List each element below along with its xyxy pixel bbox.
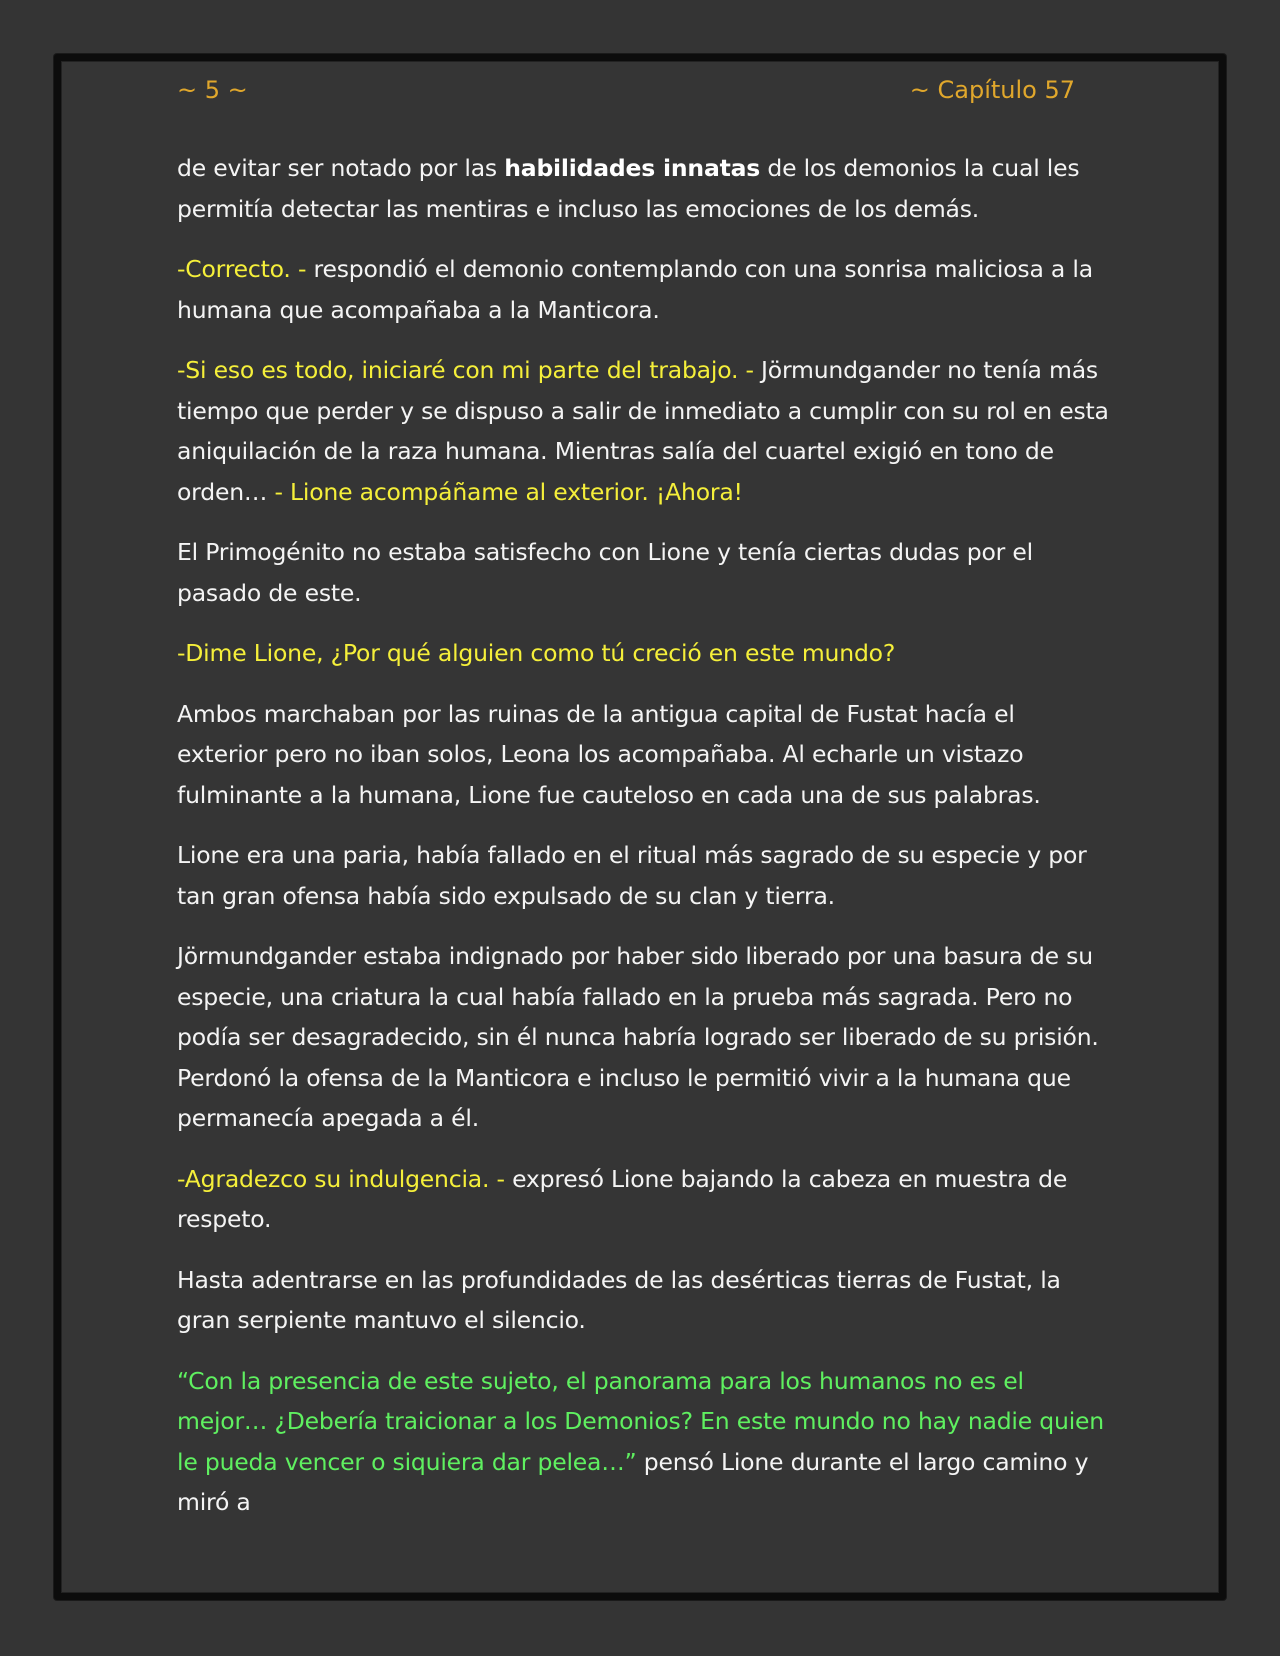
narration-text: Lione era una paria, había fallado en el ritual más sagrado de su especie y por tan gran ofensa había sido expulsado de su clan y tierra. <box>177 841 1087 910</box>
narration-text: Jörmundgander no tenía más tiempo que perder y se dispuso a salir de inmediato a cumplir con su rol en esta aniquilación de la raza humana. Mientras salía del cuartel exigió en tono de orden… <box>177 356 1109 506</box>
page-number: ~ 5 ~ <box>177 76 248 104</box>
dialogue-text: -Agradezco su indulgencia. - <box>177 1164 513 1193</box>
paragraph <box>177 1361 1112 1523</box>
narration-text: de los demonios la cual les permitía detectar las mentiras e incluso las emociones de los demás. <box>177 154 1080 223</box>
paragraph <box>177 148 1112 229</box>
dialogue-text: -Dime Lione, ¿Por qué alguien como tú creció en este mundo? <box>177 639 896 667</box>
paragraph <box>177 835 1112 916</box>
bold-phrase: habilidades innatas <box>504 154 761 182</box>
paragraph <box>177 532 1112 613</box>
narration-text: Ambos marchaban por las ruinas de la antigua capital de Fustat hacía el exterior pero no iban solos, Leona los acompañaba. Al echarle un vistazo fulminante a la humana, Lione fue cauteloso en cada una de sus palabras. <box>177 699 1041 809</box>
narration-text: pensó Lione durante el largo camino y miró a <box>177 1447 1089 1516</box>
paragraph <box>177 350 1112 512</box>
narration-text: respondió el demonio contemplando con una sonrisa maliciosa a la humana que acompañaba a la Manticora. <box>177 255 1093 324</box>
dialogue-text: -Correcto. - <box>177 255 314 283</box>
page-header <box>177 76 1075 104</box>
paragraph <box>177 249 1112 330</box>
narration-text: de evitar ser notado por las <box>177 154 505 182</box>
paragraph <box>177 1159 1112 1240</box>
page-content <box>177 148 1112 1543</box>
thought-text: “Con la presencia de este sujeto, el panorama para los humanos no es el mejor… ¿Debería traicionar a los Demonios? En este mundo no hay nadie quien le pueda vencer o siquiera dar pelea…” <box>177 1366 1104 1476</box>
dialogue-text: - Lione acompáñame al exterior. ¡Ahora! <box>274 477 743 506</box>
dialogue-text: -Si eso es todo, iniciaré con mi parte del trabajo. - <box>177 356 762 384</box>
paragraph <box>177 694 1112 816</box>
narration-text: Jörmundgander estaba indignado por haber sido liberado por una basura de su especie, una criatura la cual había fallado en la prueba más sagrada. Pero no podía ser desagradecido, sin él nunca habría logrado ser liberado de su prisión. Perdonó la ofensa de la Manticora e incluso le permitió vivir a la humana que permanecía apegada a él. <box>177 942 1099 1132</box>
narration-text: expresó Lione bajando la cabeza en muestra de respeto. <box>177 1164 1068 1233</box>
paragraph <box>177 936 1112 1139</box>
paragraph <box>177 1260 1112 1341</box>
paragraph <box>177 633 1112 674</box>
chapter-label: ~ Capítulo 57 <box>909 76 1075 104</box>
narration-text: Hasta adentrarse en las profundidades de las desérticas tierras de Fustat, la gran serpiente mantuvo el silencio. <box>177 1265 1061 1334</box>
narration-text: El Primogénito no estaba satisfecho con Lione y tenía ciertas dudas por el pasado de este. <box>177 538 1033 607</box>
